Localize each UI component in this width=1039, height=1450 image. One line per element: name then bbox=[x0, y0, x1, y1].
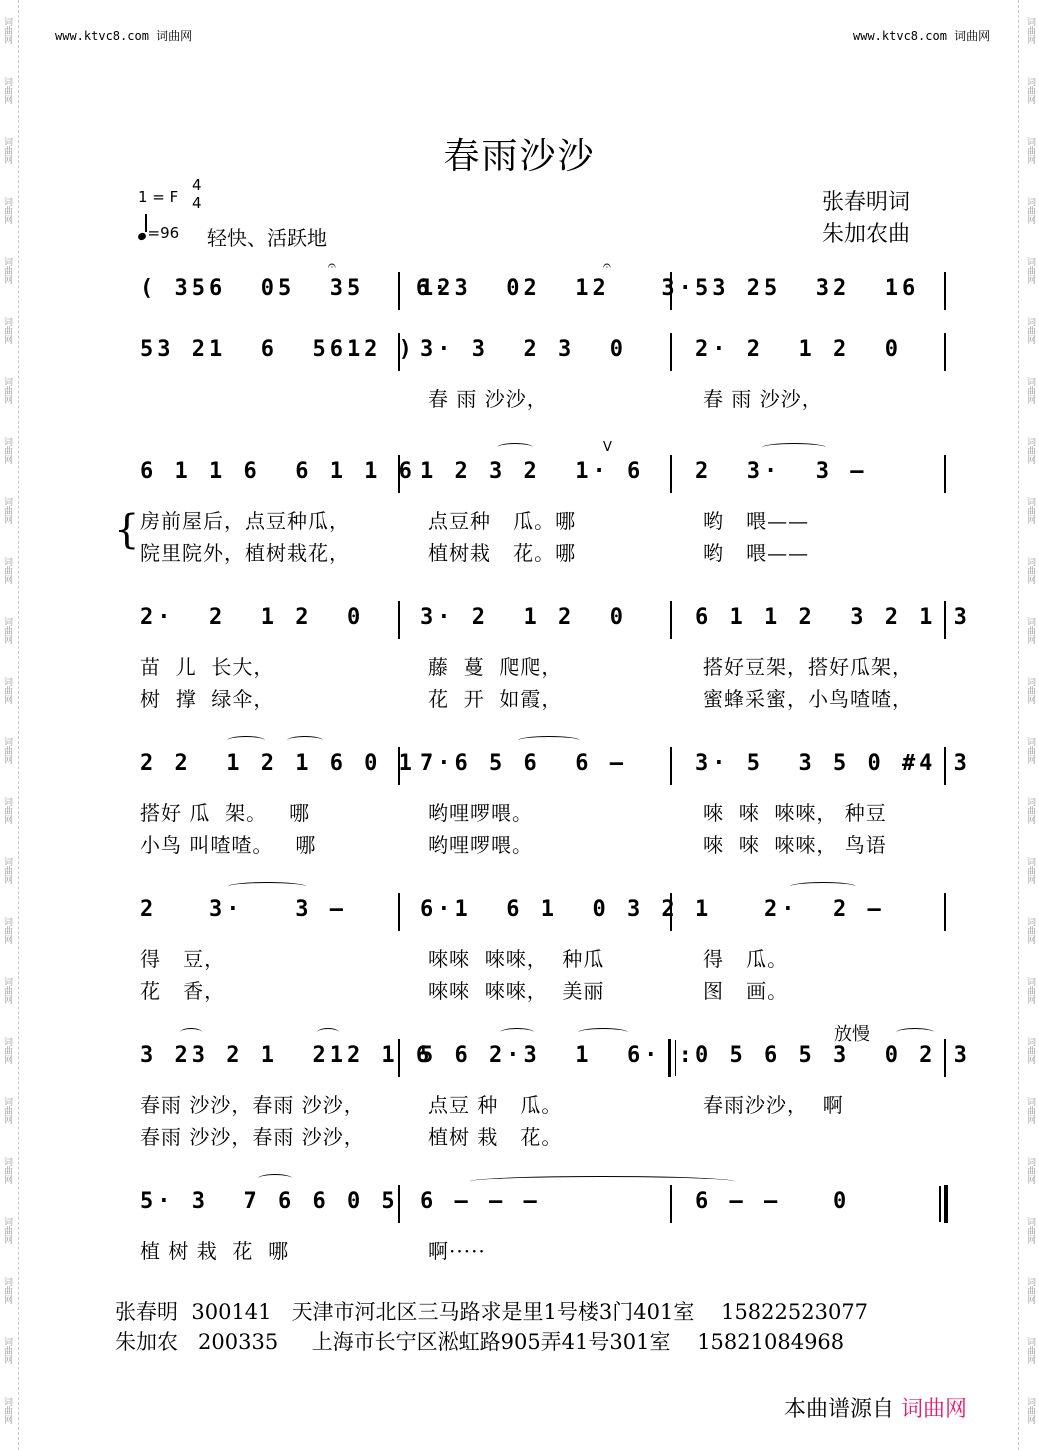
contact-lyricist bbox=[115, 1296, 868, 1326]
measure-notes: 7·6 5 6 6 – bbox=[420, 751, 627, 776]
measure-notes: 6 1 1 2 3 2 1 3 bbox=[695, 605, 971, 630]
measure-notes: 5· 3 7 6 6 0 5 bbox=[140, 1189, 399, 1214]
lyric-line: 搭好 瓜 架。 哪 bbox=[140, 801, 311, 825]
lyric-line: 树 撑 绿伞， bbox=[140, 687, 275, 711]
measure-notes: 6 1 1 6 6 1 1 6 bbox=[140, 459, 416, 484]
time-bottom: 4 bbox=[192, 194, 202, 212]
side-watermark-text: 词曲网 bbox=[1025, 376, 1035, 404]
measure-notes: 3· 2 1 2 0 bbox=[420, 605, 627, 630]
source-prefix: 本曲谱源自 bbox=[784, 1397, 895, 1422]
side-watermark-text: 词曲网 bbox=[2, 676, 12, 704]
side-watermark-text: 词曲网 bbox=[1025, 256, 1035, 284]
side-watermark-text: 词曲网 bbox=[1025, 316, 1035, 344]
contact-name: 朱加农 bbox=[115, 1330, 178, 1354]
source-credit bbox=[784, 1392, 967, 1423]
measure-notes: 6 – – – bbox=[420, 1189, 541, 1214]
slur bbox=[287, 736, 323, 745]
lyric-line: 图 画。 bbox=[703, 979, 789, 1003]
measure-notes: 2 3· 3 – bbox=[695, 459, 868, 484]
contact-phone: 15822523077 bbox=[721, 1300, 869, 1324]
barline bbox=[670, 747, 672, 785]
slur bbox=[896, 1028, 934, 1037]
source-brand-link[interactable]: 词曲网 bbox=[901, 1397, 968, 1422]
slur bbox=[497, 443, 533, 452]
lyric-line: 唻 唻 唻唻， 鸟语 bbox=[703, 833, 887, 857]
measure-notes: 0 5 6 5 3 0 2 3 bbox=[695, 1043, 971, 1068]
song-title: 春雨沙沙 bbox=[443, 136, 596, 177]
lyric-line: 蜜蜂采蜜，小鸟喳喳， bbox=[703, 687, 913, 711]
side-watermark-text: 词曲网 bbox=[2, 556, 12, 584]
side-watermark-text: 词曲网 bbox=[1025, 16, 1035, 44]
measure-notes: 3 23 2 1 212 1 6 bbox=[140, 1043, 434, 1068]
lyric-line: 得 豆， bbox=[140, 947, 226, 971]
side-watermark-text: 词曲网 bbox=[2, 1336, 12, 1364]
measure-notes: 123 02 12 3· bbox=[420, 276, 696, 301]
lyric-line: 春雨沙沙， 啊 bbox=[703, 1093, 844, 1117]
side-watermark-text: 词曲网 bbox=[2, 436, 12, 464]
measure-notes: 1 2· 2 – bbox=[695, 897, 885, 922]
slur bbox=[500, 1028, 534, 1037]
lyric-line: 得 瓜。 bbox=[703, 947, 789, 971]
lyric-line: 苗 儿 长大， bbox=[140, 655, 275, 679]
contact-name: 张春明 bbox=[115, 1300, 178, 1324]
lyric-line: 哟 喂—— bbox=[703, 509, 810, 533]
right-watermark-strip bbox=[1024, 0, 1038, 1450]
lyric-line: 春雨 沙沙，春雨 沙沙， bbox=[140, 1125, 365, 1149]
side-watermark-text: 词曲网 bbox=[1025, 616, 1035, 644]
measure-notes: 53 25 32 16 bbox=[695, 276, 920, 301]
slur bbox=[228, 882, 306, 891]
measure-notes: 3· 5 3 5 0 #4 3 bbox=[695, 751, 971, 776]
side-watermark-text: 词曲网 bbox=[1025, 1396, 1035, 1424]
barline bbox=[398, 893, 400, 931]
side-watermark-text: 词曲网 bbox=[2, 976, 12, 1004]
lyric-line: 哟哩啰喂。 bbox=[428, 801, 533, 825]
side-watermark-text: 词曲网 bbox=[2, 76, 12, 104]
side-watermark-text: 词曲网 bbox=[2, 196, 12, 224]
verse-brace-icon: { bbox=[114, 507, 140, 553]
fermata-icon: 𝄐 bbox=[328, 258, 336, 274]
barline bbox=[670, 455, 672, 493]
lyric-line: 花 开 如霞， bbox=[428, 687, 563, 711]
header-watermark-right[interactable]: www.ktvc8.com 词曲网 bbox=[853, 29, 991, 43]
barline bbox=[944, 455, 946, 493]
lyric-line: 点豆种 瓜。哪 bbox=[428, 509, 577, 533]
contact-postcode: 300141 bbox=[191, 1300, 272, 1324]
side-watermark-text: 词曲网 bbox=[1025, 1036, 1035, 1064]
measure-notes: ( 356 05 35 6· bbox=[140, 276, 451, 301]
side-watermark-text: 词曲网 bbox=[1025, 76, 1035, 104]
side-watermark-text: 词曲网 bbox=[2, 496, 12, 524]
side-watermark-text: 词曲网 bbox=[2, 796, 12, 824]
side-watermark-text: 词曲网 bbox=[1025, 196, 1035, 224]
side-watermark-text: 词曲网 bbox=[1025, 1216, 1035, 1244]
lyric-line: 唻 唻 唻唻， 种豆 bbox=[703, 801, 887, 825]
tempo-marking bbox=[138, 220, 179, 242]
side-watermark-text: 词曲网 bbox=[2, 1096, 12, 1124]
tempo-slow-mark: 放慢 bbox=[834, 1024, 870, 1045]
measure-notes: 2 2 1 2 1 6 0 1 bbox=[140, 751, 416, 776]
slur bbox=[578, 1028, 628, 1037]
lyric-line: 植 树 栽 花 哪 bbox=[140, 1239, 290, 1263]
side-watermark-text: 词曲网 bbox=[1025, 496, 1035, 524]
composer-credit: 朱加农曲 bbox=[822, 222, 911, 247]
key-signature: 1 = F bbox=[138, 188, 179, 206]
lyric-line: 植树 栽 花。 bbox=[428, 1125, 563, 1149]
side-watermark-text: 词曲网 bbox=[1025, 916, 1035, 944]
side-watermark-text: 词曲网 bbox=[2, 316, 12, 344]
left-watermark-strip bbox=[1, 0, 15, 1450]
side-watermark-text: 词曲网 bbox=[1025, 796, 1035, 824]
side-watermark-text: 词曲网 bbox=[1025, 556, 1035, 584]
side-watermark-text: 词曲网 bbox=[2, 1216, 12, 1244]
barline bbox=[944, 272, 946, 310]
measure-notes: 6·1 6 1 0 3 2 bbox=[420, 897, 679, 922]
side-watermark-text: 词曲网 bbox=[2, 1276, 12, 1304]
contact-address: 天津市河北区三马路求是里1号楼3门401室 bbox=[291, 1300, 695, 1324]
barline bbox=[670, 601, 672, 639]
lyric-line: 啊····· bbox=[428, 1239, 486, 1263]
barline bbox=[670, 1185, 672, 1223]
quarter-note-icon bbox=[137, 232, 147, 242]
side-watermark-text: 词曲网 bbox=[1025, 436, 1035, 464]
measure-notes: 2· 2 1 2 0 bbox=[695, 337, 902, 362]
side-watermark-text: 词曲网 bbox=[1025, 856, 1035, 884]
lyric-line: 藤 蔓 爬爬， bbox=[428, 655, 563, 679]
measure-notes: 2· 2 1 2 0 bbox=[140, 605, 365, 630]
side-watermark-text: 词曲网 bbox=[1025, 736, 1035, 764]
tie bbox=[470, 1176, 734, 1187]
lyric-line: 房前屋后，点豆种瓜， bbox=[140, 509, 350, 533]
side-watermark-text: 词曲网 bbox=[2, 256, 12, 284]
side-watermark-text: 词曲网 bbox=[1025, 976, 1035, 1004]
expression-marking: 轻快、活跃地 bbox=[207, 226, 327, 250]
measure-notes: 5 6 2·3 1 6· : bbox=[420, 1043, 696, 1068]
side-watermark-text: 词曲网 bbox=[2, 1036, 12, 1064]
right-divider bbox=[1018, 0, 1019, 1450]
slur bbox=[180, 1028, 202, 1037]
lyric-line: 点豆 种 瓜。 bbox=[428, 1093, 563, 1117]
barline bbox=[398, 601, 400, 639]
barline bbox=[944, 1185, 948, 1223]
barline bbox=[944, 893, 946, 931]
lyric-line: 春雨 沙沙，春雨 沙沙， bbox=[140, 1093, 365, 1117]
lyric-line: 哟哩啰喂。 bbox=[428, 833, 533, 857]
lyricist-credit: 张春明词 bbox=[822, 190, 911, 215]
lyric-line: 植树栽 花。哪 bbox=[428, 541, 577, 565]
measure-notes: 53 21 6 5612 ) bbox=[140, 337, 416, 362]
lyric-line: 花 香， bbox=[140, 979, 226, 1003]
side-watermark-text: 词曲网 bbox=[1025, 676, 1035, 704]
left-divider bbox=[18, 0, 19, 1450]
contact-phone: 15821084968 bbox=[697, 1330, 845, 1354]
barline bbox=[944, 333, 946, 371]
side-watermark-text: 词曲网 bbox=[2, 856, 12, 884]
breath-mark: V bbox=[603, 440, 612, 455]
contact-composer bbox=[115, 1326, 844, 1356]
side-watermark-text: 词曲网 bbox=[2, 916, 12, 944]
tempo-value: =96 bbox=[147, 224, 180, 242]
side-watermark-text: 词曲网 bbox=[1025, 1156, 1035, 1184]
side-watermark-text: 词曲网 bbox=[1025, 136, 1035, 164]
contact-address: 上海市长宁区淞虹路905弄41号301室 bbox=[311, 1330, 671, 1354]
slur bbox=[317, 1028, 339, 1037]
time-signature bbox=[192, 176, 202, 212]
slur bbox=[227, 736, 265, 745]
side-watermark-text: 词曲网 bbox=[1025, 1276, 1035, 1304]
side-watermark-text: 词曲网 bbox=[2, 736, 12, 764]
side-watermark-text: 词曲网 bbox=[1025, 1096, 1035, 1124]
lyric-line: 春 雨 沙沙， bbox=[703, 387, 823, 411]
lyric-line: 搭好豆架，搭好瓜架， bbox=[703, 655, 913, 679]
side-watermark-text: 词曲网 bbox=[2, 1156, 12, 1184]
side-watermark-text: 词曲网 bbox=[2, 376, 12, 404]
lyric-line: 唻唻 唻唻， 美丽 bbox=[428, 979, 605, 1003]
fermata-icon: 𝄐 bbox=[603, 258, 611, 274]
measure-notes: 1 2 3 2 1· 6 bbox=[420, 459, 645, 484]
measure-notes: 2 3· 3 – bbox=[140, 897, 347, 922]
header-watermark-left[interactable]: www.ktvc8.com 词曲网 bbox=[55, 29, 193, 43]
time-top: 4 bbox=[192, 176, 202, 194]
measure-notes: 3· 3 2 3 0 bbox=[420, 337, 627, 362]
side-watermark-text: 词曲网 bbox=[2, 1396, 12, 1424]
lyric-line: 春 雨 沙沙， bbox=[428, 387, 548, 411]
lyric-line: 哟 喂—— bbox=[703, 541, 810, 565]
side-watermark-text: 词曲网 bbox=[2, 136, 12, 164]
lyric-line: 院里院外，植树栽花， bbox=[140, 541, 350, 565]
side-watermark-text: 词曲网 bbox=[1025, 1336, 1035, 1364]
barline bbox=[670, 333, 672, 371]
measure-notes: 6 – – 0 bbox=[695, 1189, 851, 1214]
slur bbox=[258, 1174, 292, 1183]
contact-postcode: 200335 bbox=[198, 1330, 279, 1354]
slur bbox=[762, 443, 826, 452]
side-watermark-text: 词曲网 bbox=[2, 16, 12, 44]
lyric-line: 唻唻 唻唻， 种瓜 bbox=[428, 947, 605, 971]
side-watermark-text: 词曲网 bbox=[2, 616, 12, 644]
slur bbox=[518, 736, 580, 745]
lyric-line: 小鸟 叫喳喳。 哪 bbox=[140, 833, 317, 857]
note-stem bbox=[145, 214, 147, 232]
slur bbox=[790, 882, 856, 891]
